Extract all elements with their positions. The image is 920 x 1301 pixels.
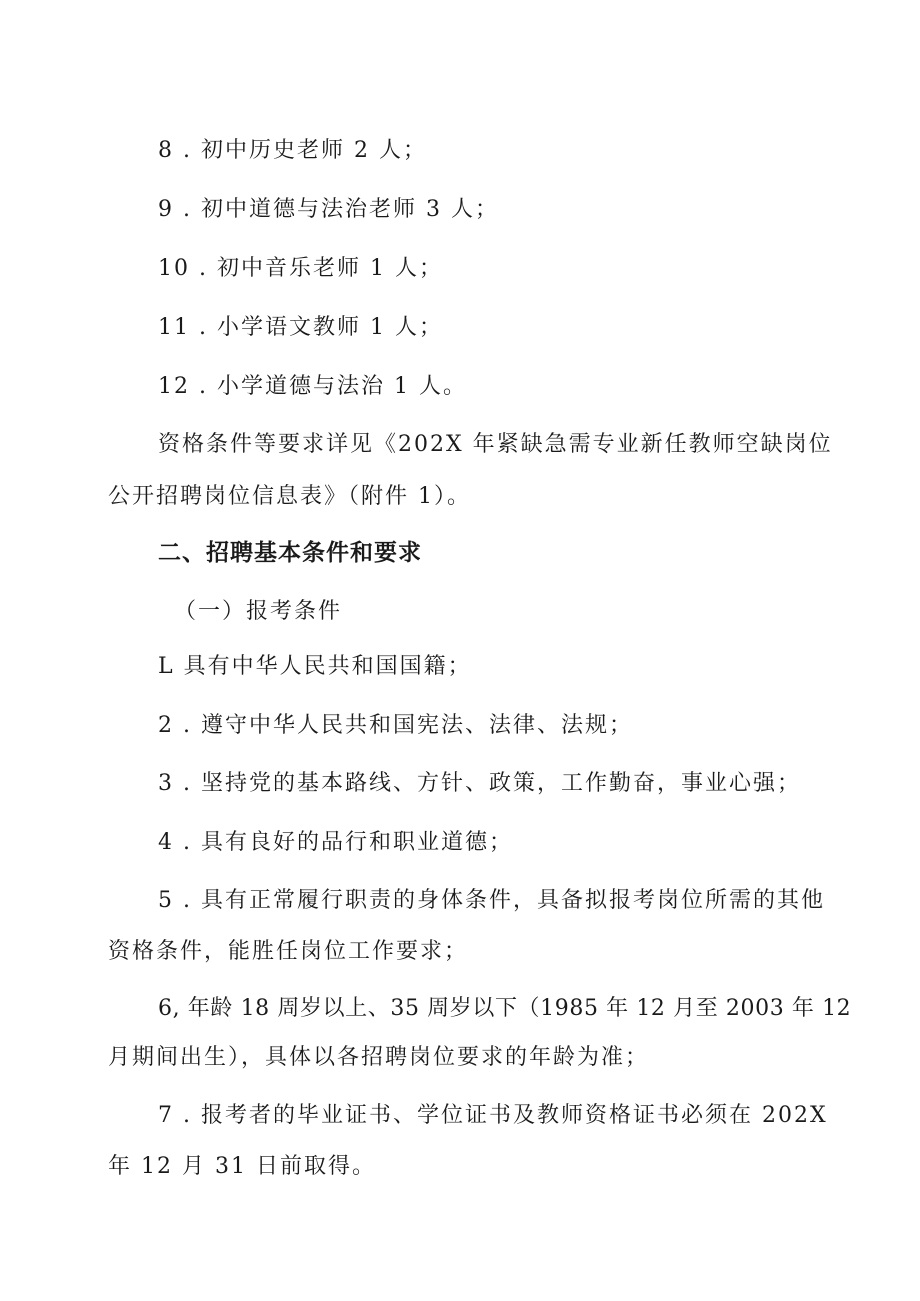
condition-item: 5 . 具有正常履行职责的身体条件，具备拟报考岗位所需的其他 <box>158 888 825 913</box>
position-item: 11 . 小学语文教师 1 人； <box>158 315 443 340</box>
position-item: 12 . 小学道德与法治 1 人。 <box>158 374 467 399</box>
condition-item: L 具有中华人民共和国国籍； <box>158 654 472 679</box>
section-heading: 二、招聘基本条件和要求 <box>158 540 422 566</box>
condition-item: 6, 年龄 18 周岁以上、35 周岁以下（1985 年 12 月至 2003 年 12 <box>158 996 852 1021</box>
position-item: 8 . 初中历史老师 2 人； <box>158 138 427 163</box>
position-item: 10 . 初中音乐老师 1 人； <box>158 256 443 281</box>
condition-item-cont: 资格条件，能胜任岗位工作要求； <box>108 939 469 964</box>
condition-item-cont: 月期间出生），具体以各招聘岗位要求的年龄为准； <box>108 1045 650 1070</box>
position-item: 9 . 初中道德与法治老师 3 人； <box>158 197 499 222</box>
condition-item: 3 . 坚持党的基本路线、方针、政策，工作勤奋，事业心强； <box>158 771 801 796</box>
subsection-heading: （一）报考条件 <box>174 599 343 624</box>
condition-item: 7 . 报考者的毕业证书、学位证书及教师资格证书必须在 202X <box>158 1103 828 1128</box>
qualification-note: 资格条件等要求详见《202X 年紧缺急需专业新任教师空缺岗位 <box>158 432 833 457</box>
condition-item: 4 . 具有良好的品行和职业道德； <box>158 830 513 855</box>
condition-item-cont: 年 12 月 31 日前取得。 <box>108 1154 376 1179</box>
condition-item: 2 . 遵守中华人民共和国宪法、法律、法规； <box>158 713 633 738</box>
qualification-note-cont: 公开招聘岗位信息表》（附件 1）。 <box>108 484 471 509</box>
